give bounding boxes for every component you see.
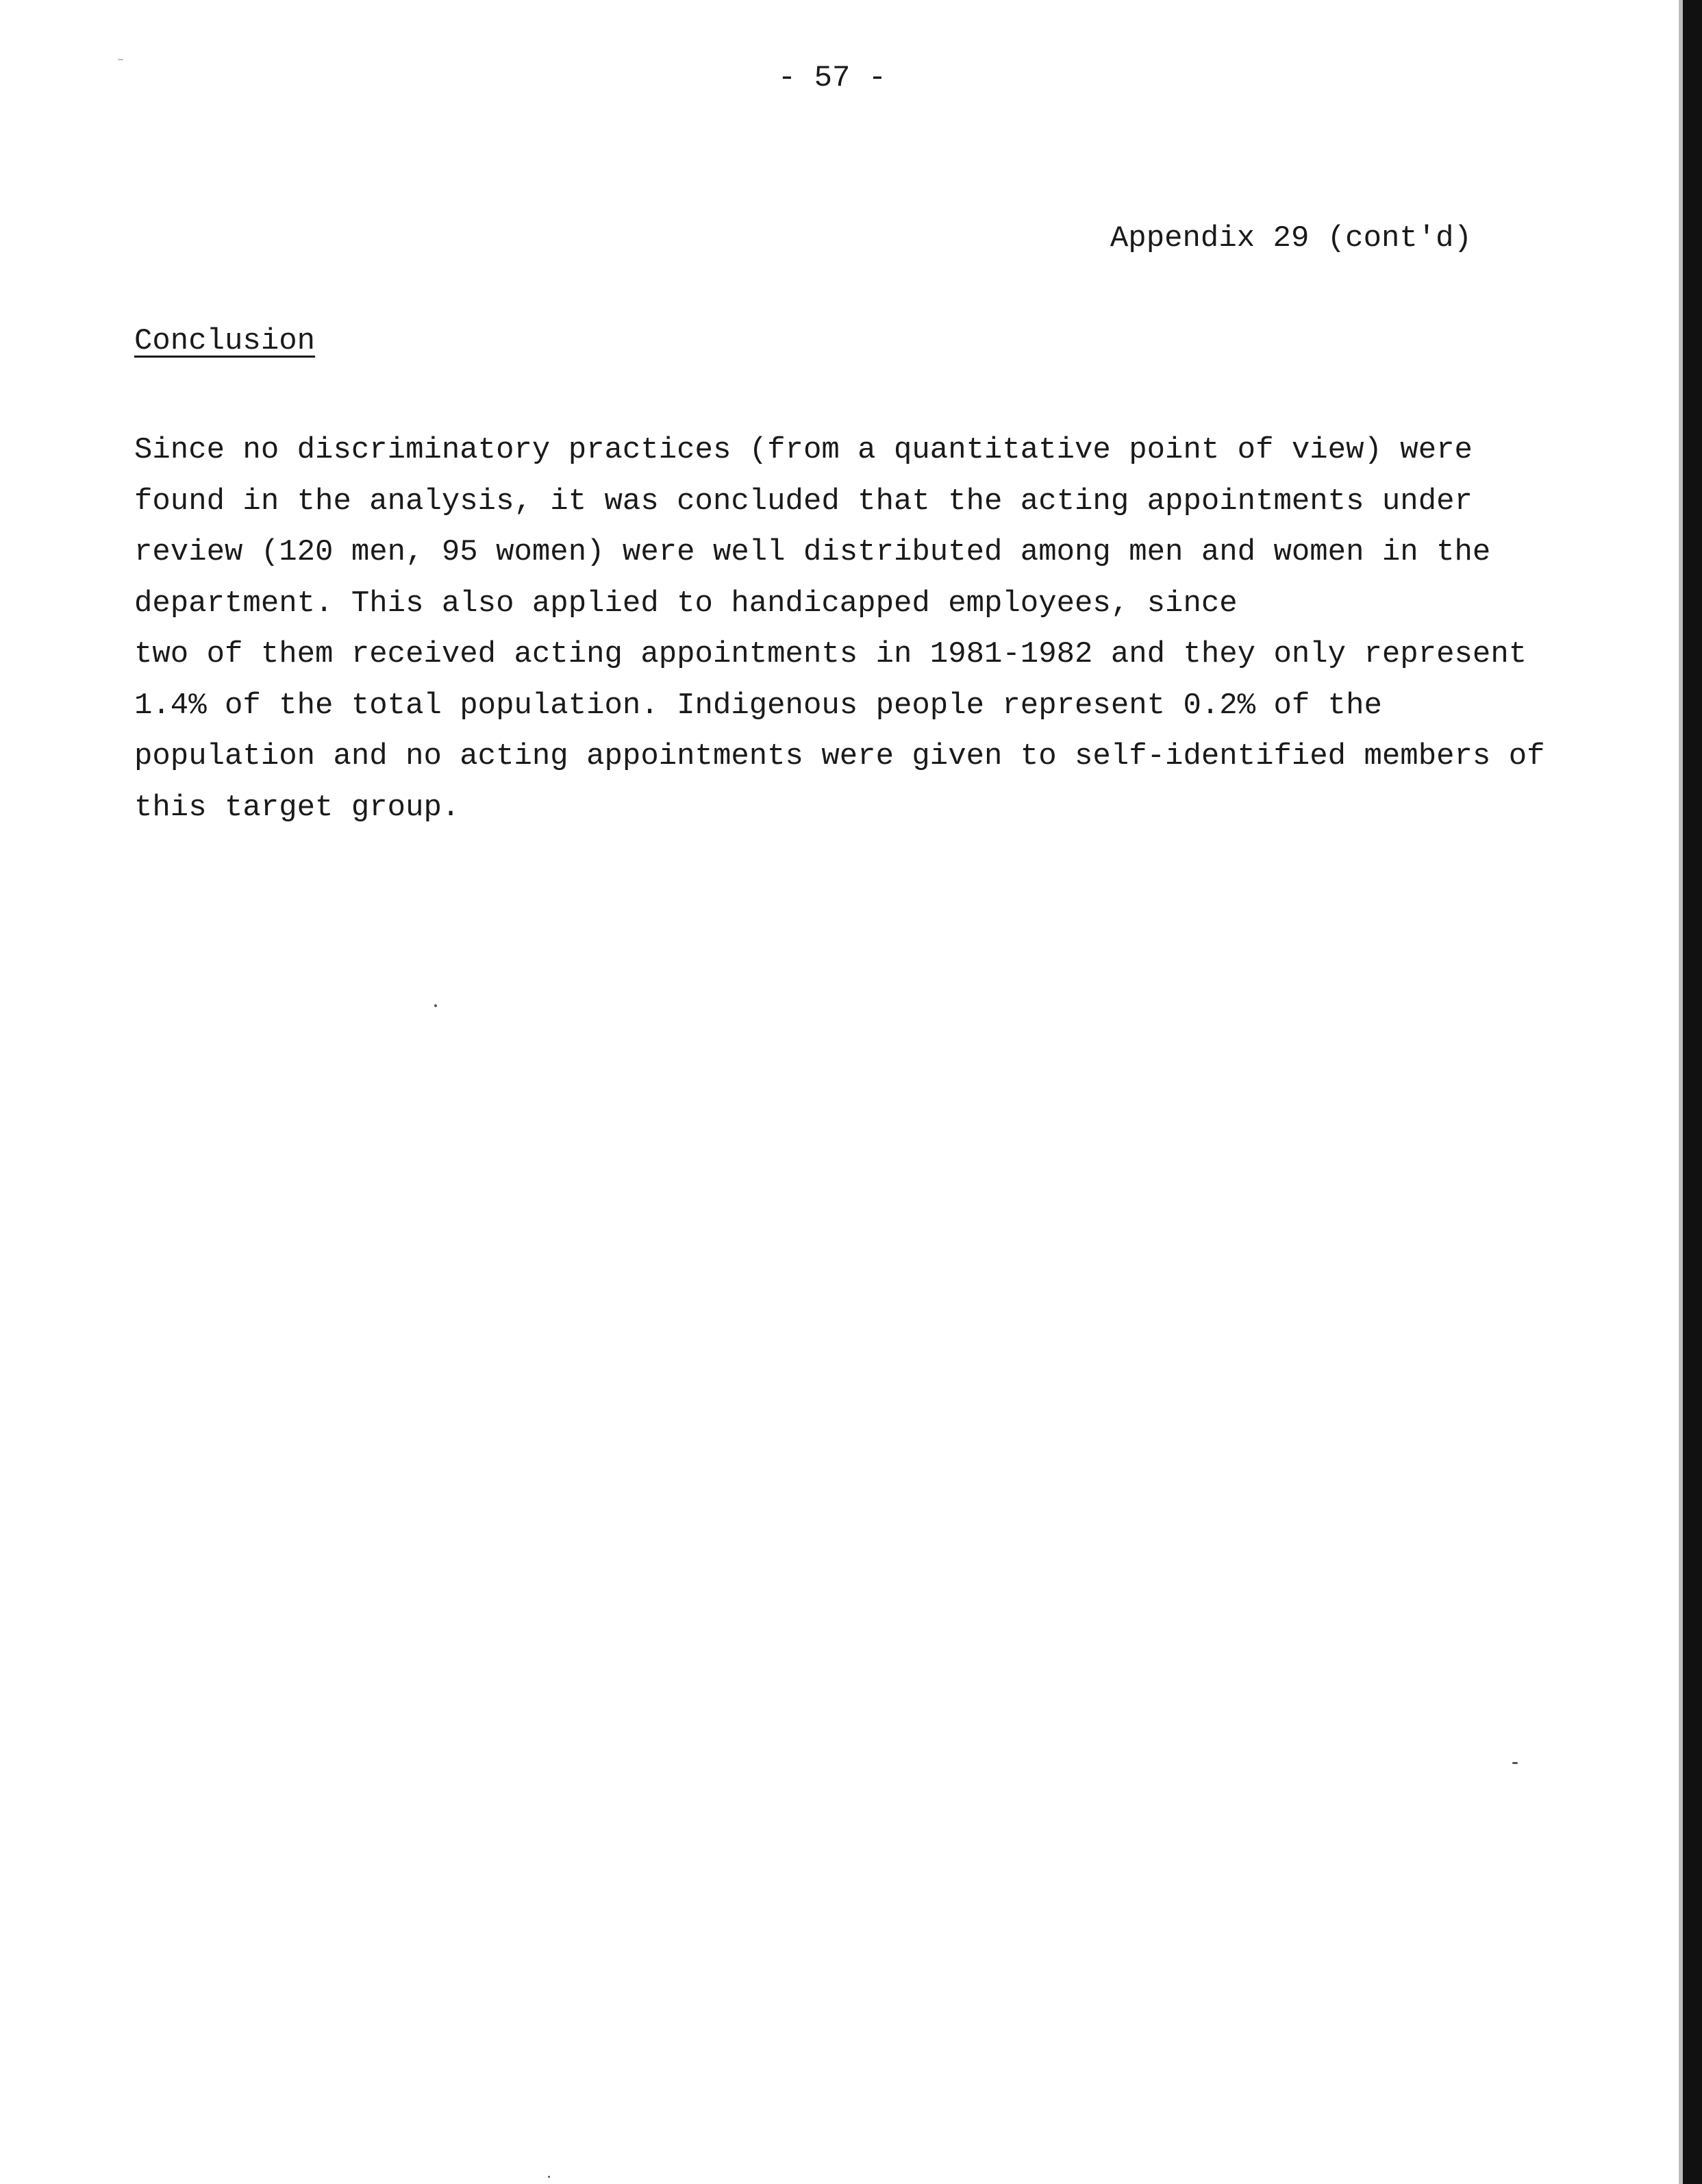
paragraph-line: found in the analysis, it was concluded that the acting appointments under [134, 484, 1473, 519]
paragraph-line: population and no acting appointments were given to self-identified members of [134, 739, 1545, 773]
scan-speck [1512, 1762, 1518, 1764]
paragraph-line: this target group. [134, 790, 460, 825]
conclusion-paragraph [134, 425, 1545, 833]
page-number: - 57 - [777, 61, 887, 95]
scan-speck [434, 1004, 437, 1007]
scan-speck [548, 2176, 550, 2178]
paragraph-line: 1.4% of the total population. Indigenous people represent 0.2% of the [134, 688, 1382, 723]
paragraph-line: two of them received acting appointments in 1981-1982 and they only represent [134, 637, 1527, 671]
section-heading: Conclusion [134, 324, 316, 358]
paragraph-line: review (120 men, 95 women) were well distributed among men and women in the [134, 535, 1491, 569]
appendix-label: Appendix 29 (cont'd) [1110, 221, 1472, 256]
paragraph-line: Since no discriminatory practices (from a quantitative point of view) were [134, 433, 1473, 467]
scan-speck [118, 59, 123, 60]
scan-edge-border [1683, 0, 1702, 2184]
paragraph-line: department. This also applied to handicapped employees, since [134, 586, 1238, 621]
